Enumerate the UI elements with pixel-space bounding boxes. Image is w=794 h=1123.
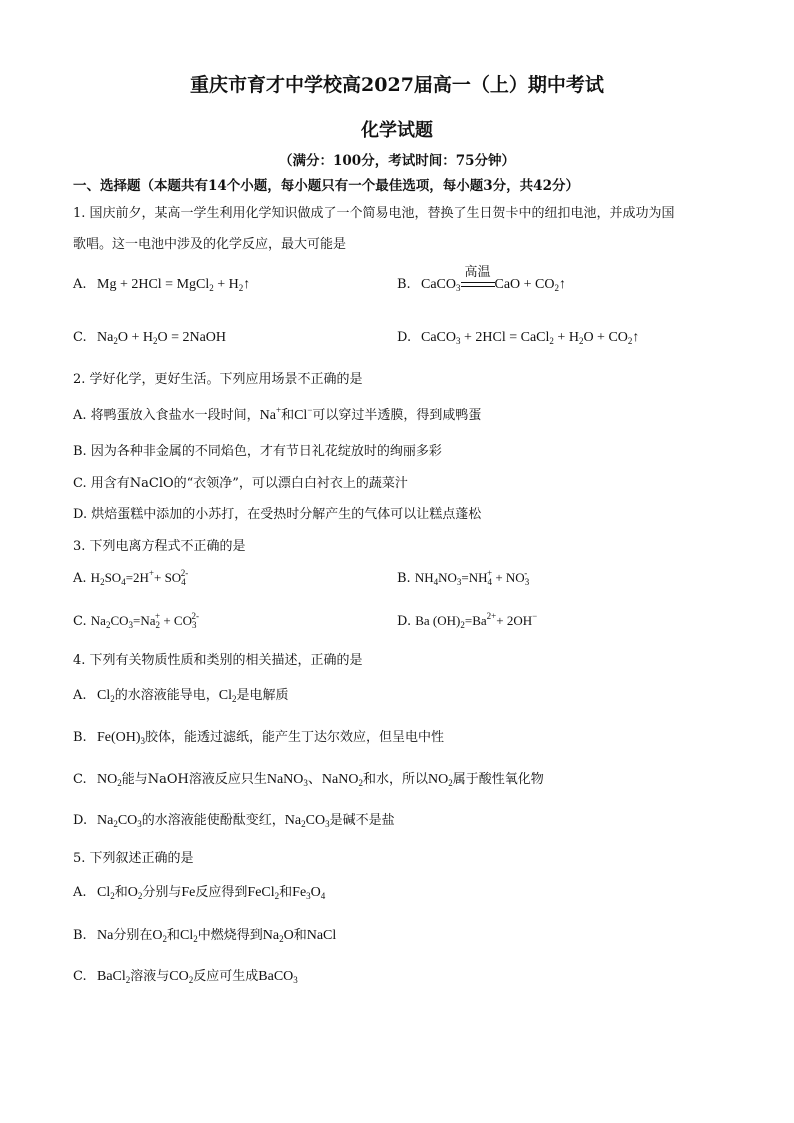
q4-option-a: A. $Cl_2$的水溶液能导电，$Cl_2$是电解质 bbox=[73, 688, 289, 704]
q3-stem: 3. 下列电离方程式不正确的是 bbox=[73, 539, 246, 554]
reaction-condition: 高温 bbox=[464, 265, 491, 280]
q1-option-c: C. $Na_2O + H_2O$ = 2NaOH bbox=[73, 330, 227, 346]
q3-option-c: C. $Na_2CO_3=Na_2^+ + CO_3^{2-}$ bbox=[73, 611, 199, 630]
q5-stem: 5. 下列叙述正确的是 bbox=[73, 851, 194, 866]
q4-option-b: B. $Fe(OH)_3$胶体，能透过滤纸，能产生丁达尔效应，但呈电中性 bbox=[73, 730, 445, 746]
section-heading: 一、选择题（本题共有14个小题，每小题只有一个最佳选项，每小题3分，共42分） bbox=[73, 178, 579, 194]
q1-stem-line1: 1. 国庆前夕，某高一学生利用化学知识做成了一个简易电池，替换了生日贺卡中的纽扣电池，并成功为国 bbox=[73, 206, 675, 221]
exam-info: （满分：100分，考试时间：75分钟） bbox=[279, 153, 515, 169]
q2-option-b: B. 因为各种非金属的不同焰色，才有节日礼花绽放时的绚丽多彩 bbox=[73, 444, 442, 459]
q5-option-c: C. BaCl$_2$溶液与$CO_2$反应可生成BaCO$_3$ bbox=[73, 969, 298, 985]
q5-option-a: A. $Cl_2$和$O_2$分别与Fe反应得到FeCl$_2$和$Fe_3O_4$ bbox=[73, 885, 326, 901]
exam-subtitle: 化学试题 bbox=[361, 120, 433, 141]
q2-option-c: C. 用含有NaClO的“衣领净”，可以漂白白衬衣上的蔬菜汁 bbox=[73, 476, 408, 491]
exam-title: 重庆市育才中学校高2027届高一（上）期中考试 bbox=[190, 74, 604, 96]
q4-stem: 4. 下列有关物质性质和类别的相关描述，正确的是 bbox=[73, 653, 363, 668]
q4-option-c: C. $NO_2$能与NaOH溶液反应只生NaNO$_3$、NaNO$_2$和水，所以$NO_2$属于酸性氧化物 bbox=[73, 772, 544, 788]
q2-option-a: A. 将鸭蛋放入食盐水一段时间，Na+和Cl−可以穿过半透膜，得到咸鸭蛋 bbox=[73, 405, 482, 423]
q3-option-b: B. $NH_4NO_3=NH_4^+ + NO_3^-$ bbox=[397, 568, 530, 587]
q5-option-b: B. Na分别在$O_2$和$Cl_2$中燃烧得到$Na_2O$和NaCl bbox=[73, 928, 337, 944]
q2-option-d: D. 烘焙蛋糕中添加的小苏打，在受热时分解产生的气体可以让糕点蓬松 bbox=[73, 507, 482, 522]
q4-option-d: D. $Na_2CO_3$的水溶液能使酚酞变红，$Na_2CO_3$是碱不是盐 bbox=[73, 813, 395, 829]
q1-option-b: B. CaCO$_3$ 高温 CaO + $CO_2↑$ bbox=[397, 277, 566, 293]
q3-option-a: A. $H_2SO_4=2H^++ SO_4^{2-}$ bbox=[73, 568, 189, 587]
q2-stem: 2. 学好化学，更好生活。下列应用场景不正确的是 bbox=[73, 372, 363, 387]
q1-option-d: D. CaCO$_3$ + 2HCl = CaCl$_2$ + $H_2O$ + $CO_2↑$ bbox=[397, 330, 640, 346]
q1-stem-line2: 歌唱。这一电池中涉及的化学反应，最大可能是 bbox=[73, 237, 347, 252]
q3-option-d: D. Ba $(OH)_2=Ba^{2+}+ 2OH^-$ bbox=[397, 611, 538, 630]
q1-option-a: A. Mg + 2HCl = MgCl$_2$ + $H_2↑$ bbox=[73, 277, 251, 293]
